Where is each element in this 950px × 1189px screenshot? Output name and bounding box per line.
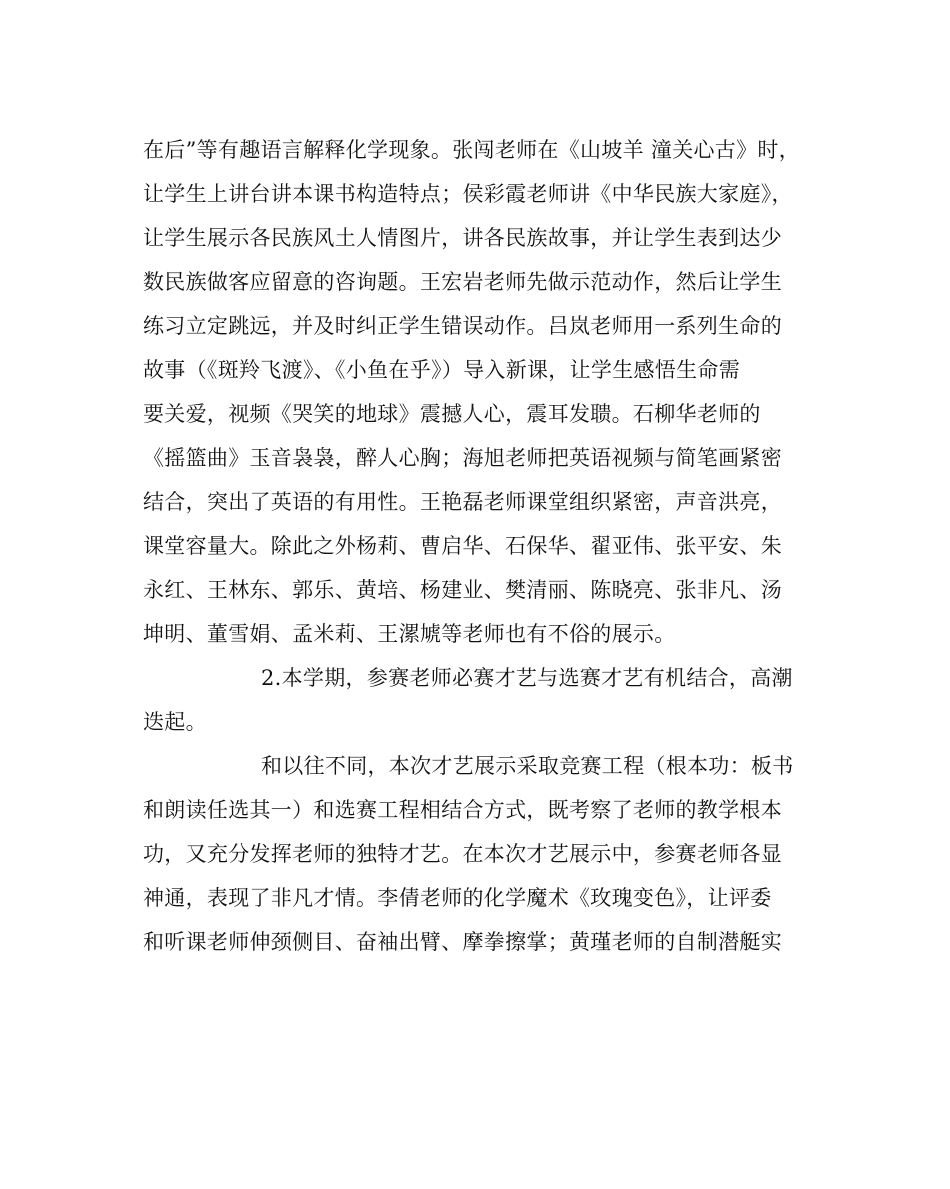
text-line: 永红、王林东、郭乐、黄培、杨建业、樊清丽、陈晓亮、张非凡、汤 bbox=[143, 578, 782, 602]
text-line: 练习立定跳远，并及时纠正学生错误动作。吕岚老师用一系列生命的 bbox=[143, 314, 782, 338]
text-line: 让学生上讲台讲本课书构造特点；侯彩霞老师讲《中华民族大家庭》， bbox=[143, 182, 793, 206]
text-line: 课堂容量大。除此之外杨莉、曹启华、石保华、翟亚伟、张平安、朱 bbox=[143, 534, 782, 558]
text-line: 和听课老师伸颈侧目、奋袖出臂、摩拳擦掌；黄瑾老师的自制潜艇实 bbox=[143, 930, 782, 954]
text-line: 和朗读任选其一）和选赛工程相结合方式，既考察了老师的教学根本 bbox=[143, 798, 782, 822]
text-line: 功，又充分发挥老师的独特才艺。在本次才艺展示中，参赛老师各显 bbox=[143, 842, 782, 866]
text-line: 迭起。 bbox=[143, 710, 207, 734]
text-line: 神通，表现了非凡才情。李倩老师的化学魔术《玫瑰变色》，让评委 bbox=[143, 886, 772, 910]
text-line: 故事（《斑羚飞渡》、《小鱼在乎》）导入新课，让学生感悟生命需 bbox=[143, 358, 740, 382]
section-heading-line: 2.本学期，参赛老师必赛才艺与选赛才艺有机结合，高潮 bbox=[261, 666, 793, 690]
text-line: 坤明、董雪娟、孟米莉、王漯虓等老师也有不俗的展示。 bbox=[143, 622, 676, 646]
paragraph-start-line: 和以往不同，本次才艺展示采取竞赛工程（根本功：板书 bbox=[261, 754, 794, 778]
text-line: 在后”等有趣语言解释化学现象。张闯老师在《山坡羊 潼关心古》时， bbox=[143, 138, 801, 162]
body-text bbox=[143, 128, 813, 964]
text-line: 数民族做客应留意的咨询题。王宏岩老师先做示范动作，然后让学生 bbox=[143, 270, 782, 294]
text-line: 让学生展示各民族风土人情图片，讲各民族故事，并让学生表到达少 bbox=[143, 226, 782, 250]
text-line: 要关爱，视频《哭笑的地球》震撼人心，震耳发聩。石柳华老师的 bbox=[143, 402, 761, 426]
text-line: 《摇篮曲》玉音袅袅，醉人心胸；海旭老师把英语视频与简笔画紧密 bbox=[143, 446, 782, 470]
text-line: 结合，突出了英语的有用性。王艳磊老师课堂组织紧密，声音洪亮， bbox=[143, 490, 782, 514]
